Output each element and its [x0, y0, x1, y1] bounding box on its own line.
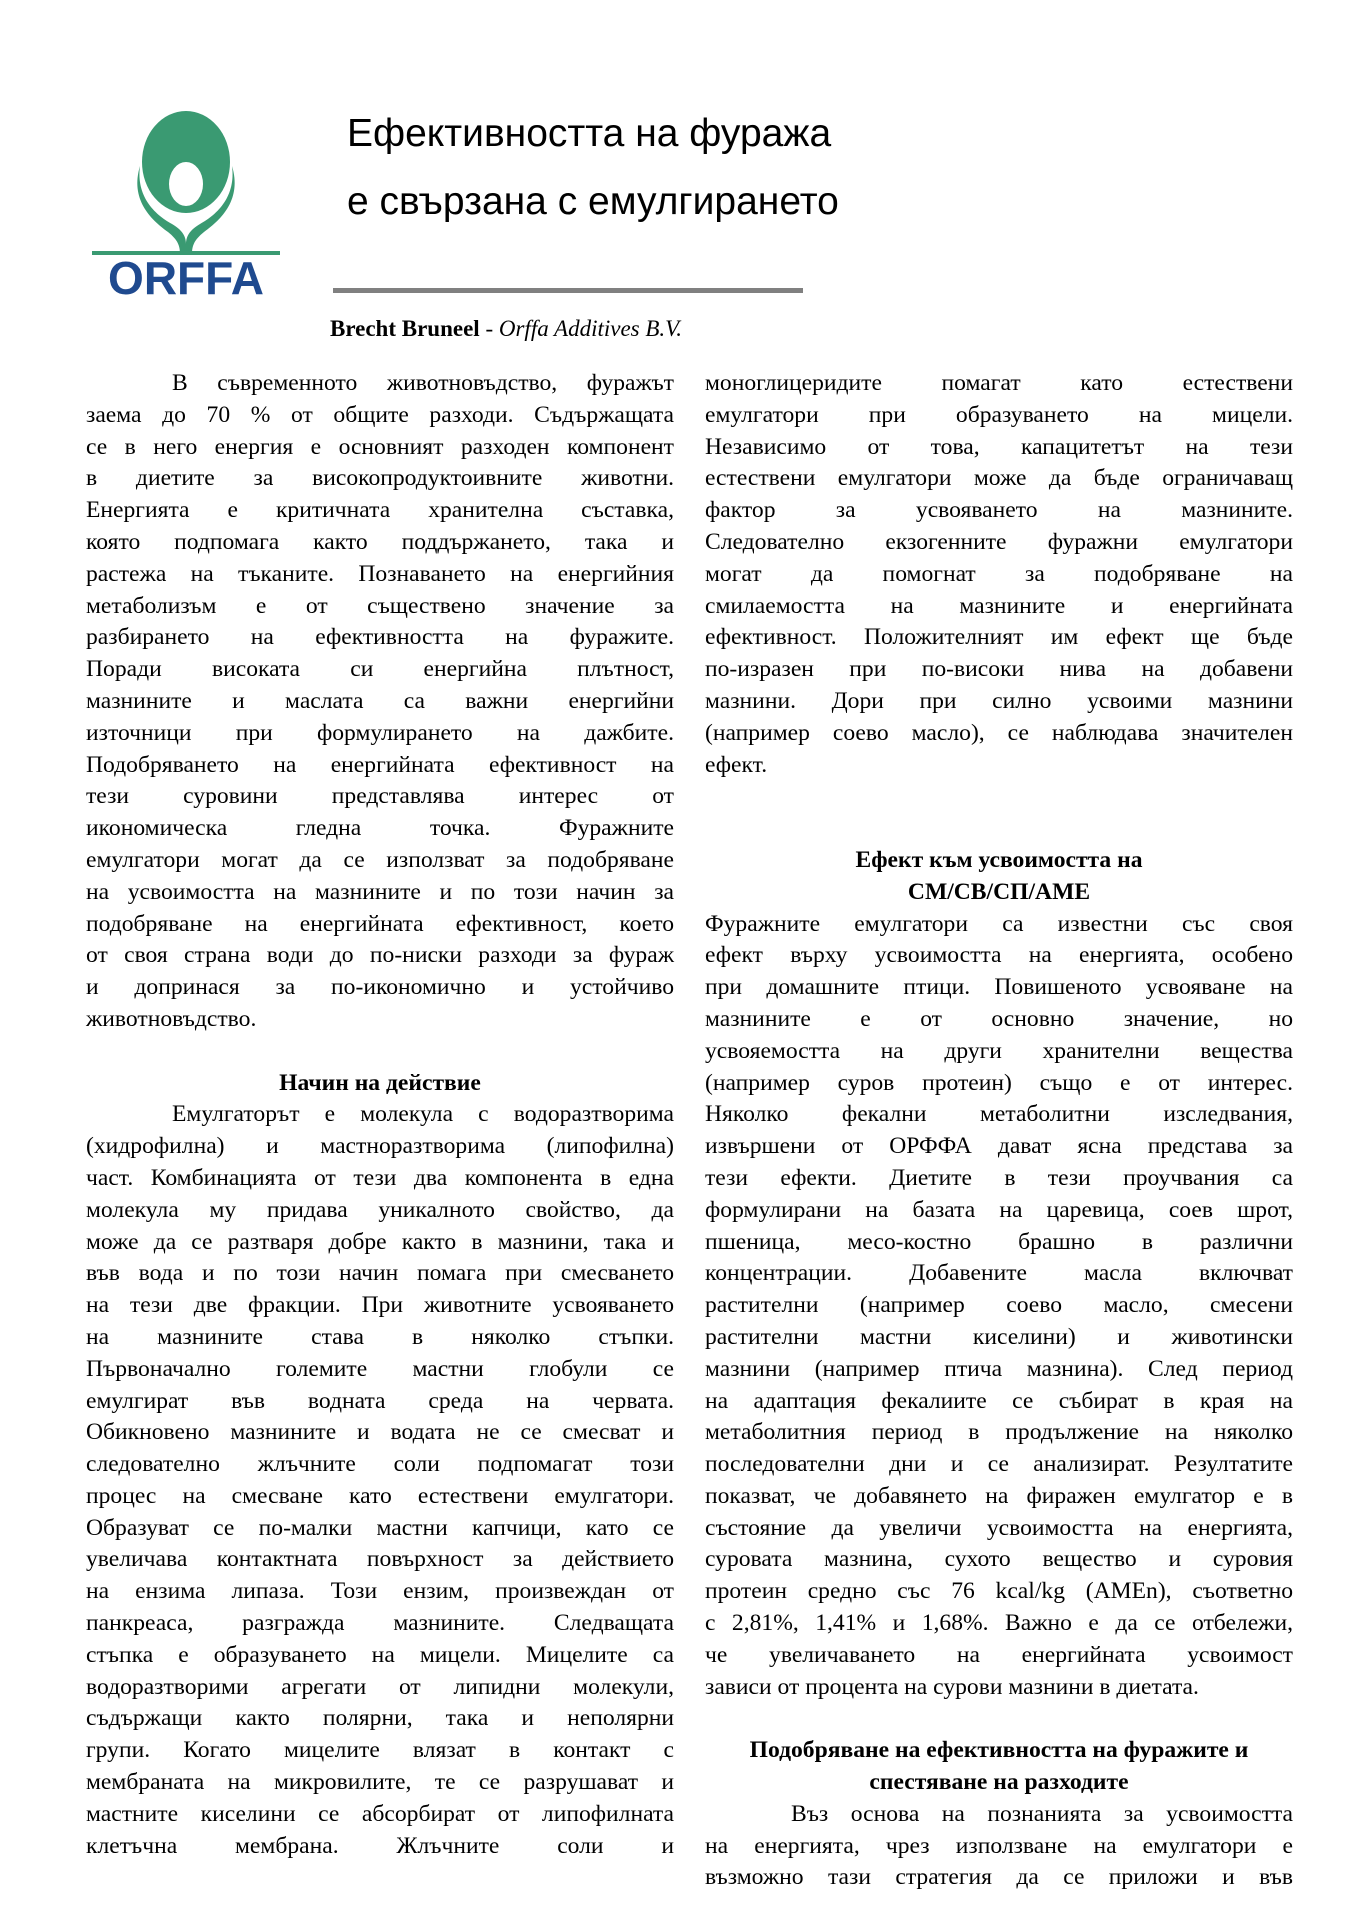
- text-line: мембраната на микровилите, те се разрушават и: [86, 1769, 674, 1796]
- title-line-2: е свързана с емулгирането: [347, 180, 839, 223]
- text-line: мазнини. Дори при силно усвоими мазнини: [705, 687, 1293, 714]
- heading-line: Ефект към усвоимостта на: [855, 846, 1143, 873]
- text-line: увеличава контактната повърхност за действието: [86, 1546, 674, 1573]
- text-line: растителни (например соево масло, смесени: [705, 1292, 1293, 1319]
- text-line: заема до 70 % от общите разходи. Съдържащата: [86, 401, 674, 428]
- text-line: емулгатори могат да се използват за подобряване: [86, 846, 674, 873]
- text-line: ефект върху усвоимостта на енергията, особено: [705, 942, 1293, 969]
- text-line: Подобряването на енергийната ефективност на: [86, 751, 674, 778]
- text-line: моноглицеридите помагат като естествени: [705, 370, 1293, 396]
- text-line: животновъдство.: [86, 1005, 257, 1032]
- text-line: на адаптация фекалиите се събират в края на: [705, 1387, 1293, 1414]
- text-line: растежа на тъканите. Познаването на енергийния: [86, 560, 674, 587]
- spacer: [705, 813, 1293, 845]
- text-line: мастните киселини се абсорбират от липофилната: [86, 1800, 674, 1827]
- orffa-logo: [90, 104, 282, 296]
- title-rule: [333, 288, 803, 293]
- section-heading-digestibility: [705, 845, 1293, 909]
- text-line: която подпомага както поддържането, така и: [86, 528, 674, 555]
- logo-text: ORFFA: [108, 252, 264, 296]
- text-line: на тези две фракции. При животните усвояването: [86, 1292, 674, 1319]
- text-line: групи. Когато мицелите влязат в контакт с: [86, 1737, 674, 1764]
- text-line: Въз основа на познанията за усвоимостта: [791, 1800, 1293, 1827]
- right-column: [705, 368, 1293, 1894]
- text-line: последователни дни и се анализират. Резултатите: [705, 1451, 1293, 1478]
- spacer: [86, 1036, 674, 1068]
- text-line: формулирани на базата на царевица, соев шрот,: [705, 1196, 1293, 1223]
- text-line: че увеличаването на енергийната усвоимост: [705, 1641, 1293, 1668]
- section-heading-mode-of-action: Начин на действие: [279, 1069, 481, 1096]
- text-line: на усвоимостта на мазнините и по този начин за: [86, 878, 674, 905]
- author-name: Brecht Bruneel: [330, 316, 480, 341]
- text-line: извършени от ОРФФА дават ясна представа за: [705, 1133, 1293, 1160]
- text-line: съдържащи както полярни, така и неполярни: [86, 1705, 674, 1732]
- text-line: растителни мастни киселини) и животински: [705, 1323, 1293, 1350]
- heading-line: спестяване на разходите: [869, 1769, 1129, 1796]
- text-line: на енергията, чрез използване на емулгатори е: [705, 1832, 1293, 1859]
- text-line: метаболизъм е от съществено значение за: [86, 592, 674, 619]
- continuation-paragraph: [705, 368, 1293, 781]
- text-line: пшеница, месо-костно брашно в различни: [705, 1228, 1293, 1255]
- text-line: усвояемостта на други хранителни вещества: [705, 1037, 1293, 1064]
- text-line: се в него енергия е основният разходен компонент: [86, 433, 674, 460]
- author-affiliation: Orffa Additives B.V.: [498, 316, 683, 341]
- text-line: В съвременното животновъдство, фуражът: [172, 370, 674, 396]
- text-line: мазнините и маслата са важни енергийни: [86, 687, 674, 714]
- text-line: възможно тази стратегия да се приложи и във: [705, 1864, 1293, 1891]
- text-line: показват, че добавянето на фиражен емулгатор е в: [705, 1482, 1293, 1509]
- section-heading-efficiency: [705, 1735, 1293, 1799]
- byline-separator: -: [479, 316, 499, 341]
- text-line: Няколко фекални метаболитни изследвания,: [705, 1101, 1293, 1128]
- heading-line: Подобряване на ефективността на фуражите и: [749, 1737, 1249, 1764]
- text-line: Поради високата си енергийна плътност,: [86, 656, 674, 683]
- text-line: източници при формулирането на дажбите.: [86, 719, 674, 746]
- text-line: Фуражните емулгатори са известни със своя: [705, 910, 1293, 937]
- text-line: подобряване на енергийната ефективност, което: [86, 910, 674, 937]
- text-line: мазнини (например птича мазнина). След период: [705, 1355, 1293, 1382]
- text-line: в диетите за високопродуктоивните животни.: [86, 465, 674, 492]
- spacer: [705, 781, 1293, 813]
- text-line: следователно жлъчните соли подпомагат този: [86, 1451, 674, 1478]
- text-line: метаболитния период в продължение на няколко: [705, 1419, 1293, 1446]
- text-line: молекула му придава уникалното свойство, да: [86, 1196, 674, 1223]
- text-line: смилаемостта на мазнините и енергийната: [705, 592, 1293, 619]
- text-line: икономическа гледна точка. Фуражните: [86, 815, 674, 842]
- text-line: с 2,81%, 1,41% и 1,68%. Важно е да се отбележи,: [705, 1610, 1293, 1637]
- text-line: (например суров протеин) също е от интерес.: [705, 1069, 1293, 1096]
- text-line: могат да помогнат за подобряване на: [705, 560, 1293, 587]
- text-line: концентрации. Добавените масла включват: [705, 1260, 1293, 1287]
- text-line: разбирането на ефективността на фуражите.: [86, 624, 674, 651]
- text-line: при домашните птици. Повишеното усвояване на: [705, 974, 1293, 1001]
- text-line: на мазнините става в няколко стъпки.: [86, 1323, 674, 1350]
- intro-paragraph: [86, 368, 674, 1036]
- text-line: стъпка е образуването на мицели. Мицелите са: [86, 1641, 674, 1668]
- text-line: (хидрофилна) и мастноразтворима (липофилна): [86, 1133, 674, 1160]
- mode-of-action-paragraph: [86, 1099, 674, 1862]
- text-line: протеин средно със 76 kcal/kg (AMEn), съответно: [705, 1578, 1293, 1605]
- efficiency-paragraph: [705, 1799, 1293, 1894]
- text-line: мазнините е от основно значение, но: [705, 1005, 1293, 1032]
- text-line: водоразтворими агрегати от липидни молекули,: [86, 1673, 674, 1700]
- text-line: във вода и по този начин помага при смесването: [86, 1260, 674, 1287]
- text-line: тези суровини представлява интерес от: [86, 783, 674, 810]
- text-line: тези ефекти. Диетите в тези проучвания са: [705, 1164, 1293, 1191]
- text-line: Независимо от това, капацитетът на тези: [705, 433, 1293, 460]
- text-line: Първоначално големите мастни глобули се: [86, 1355, 674, 1382]
- text-line: зависи от процента на сурови мазнини в диетата.: [705, 1673, 1199, 1700]
- text-line: състояние да увеличи усвоимостта на енергията,: [705, 1514, 1293, 1541]
- text-line: емулгатори при образуването на мицели.: [705, 401, 1293, 428]
- text-line: Емулгаторът е молекула с водоразтворима: [172, 1101, 674, 1128]
- digestibility-paragraph: [705, 909, 1293, 1704]
- text-line: (например соево масло), се наблюдава значителен: [705, 719, 1293, 746]
- title-line-1: Ефективността на фуража: [347, 112, 832, 155]
- text-line: по-изразен при по-високи нива на добавени: [705, 656, 1293, 683]
- byline: [330, 316, 682, 342]
- spacer: [705, 1703, 1293, 1735]
- text-line: от своя страна води до по-ниски разходи за фураж: [86, 942, 674, 969]
- text-line: ефективност. Положителният им ефект ще бъде: [705, 624, 1293, 651]
- text-line: и допринася за по-икономично и устойчиво: [86, 974, 674, 1001]
- text-line: на ензима липаза. Този ензим, произвеждан от: [86, 1578, 674, 1605]
- text-line: Енергията е критичната хранителна съставка,: [86, 497, 674, 524]
- heading-line: СМ/СВ/СП/АМЕ: [907, 878, 1091, 905]
- text-line: клетъчна мембрана. Жлъчните соли и: [86, 1832, 674, 1859]
- left-column: [86, 368, 674, 1862]
- text-line: суровата мазнина, сухото вещество и суровия: [705, 1546, 1293, 1573]
- text-line: емулгират във водната среда на червата.: [86, 1387, 674, 1414]
- text-line: Образуват се по-малки мастни капчици, като се: [86, 1514, 674, 1541]
- text-line: може да се разтваря добре както в мазнини, така и: [86, 1228, 674, 1255]
- text-line: Обикновено мазнините и водата не се смесват и: [86, 1419, 674, 1446]
- text-line: част. Комбинацията от тези два компонента в една: [86, 1164, 674, 1191]
- text-line: фактор за усвояването на мазнините.: [705, 497, 1293, 524]
- text-line: ефект.: [705, 751, 768, 778]
- text-line: Следователно екзогенните фуражни емулгатори: [705, 528, 1293, 555]
- text-line: панкреаса, разгражда мазнините. Следващата: [86, 1610, 674, 1637]
- orffa-logo-icon: [90, 104, 282, 296]
- text-line: процес на смесване като естествени емулгатори.: [86, 1482, 674, 1509]
- text-line: естествени емулгатори може да бъде ограничаващ: [705, 465, 1293, 492]
